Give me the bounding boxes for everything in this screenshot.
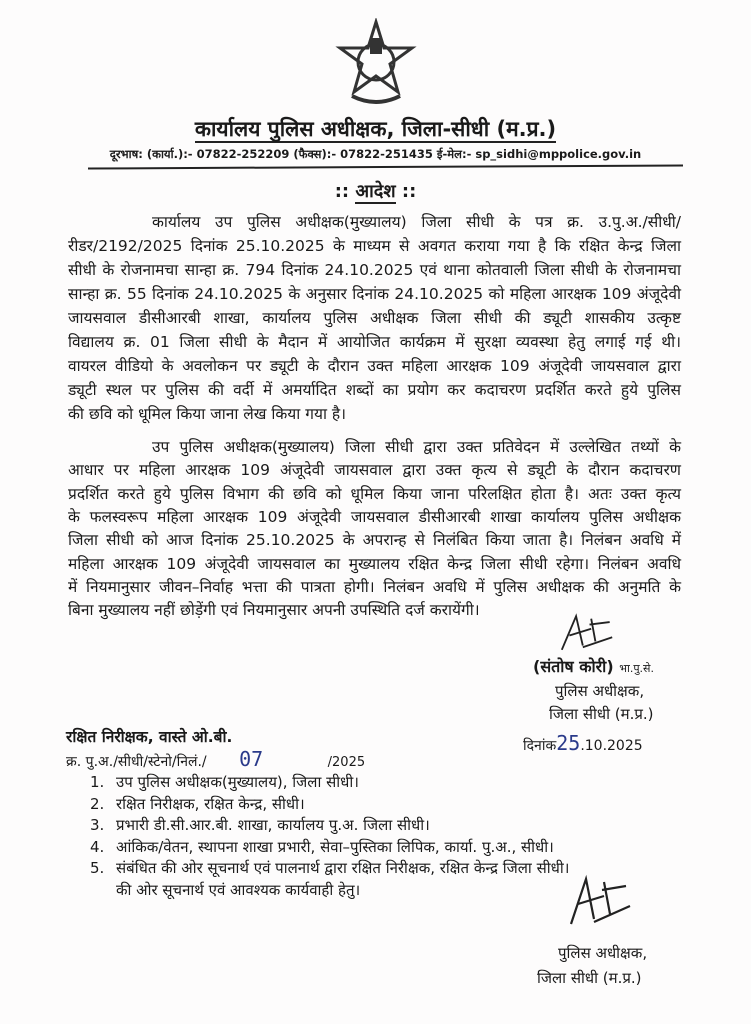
paragraph-line: ड्यूटी स्थल पर पुलिस की वर्दी में अमर्यादित शब्दों का प्रयोग कर कदाचरण प्रदर्शित करते हुये पुलिस (68, 381, 681, 399)
signature-2 (566, 874, 636, 929)
police-emblem-icon (330, 18, 422, 110)
reference-number: क्र. पु.अ./सीधी/स्टेनो/निलं./ 07 /2025 (66, 747, 366, 771)
paragraph-line: की छवि को धूमिल किया जाना लेख किया गया है। (68, 405, 347, 423)
item-text: उप पुलिस अधीक्षक(मुख्यालय), जिला सीधी। (116, 773, 359, 791)
copy-list-item (90, 858, 569, 878)
item-text: रक्षित निरीक्षक, रक्षित केन्द्र, सीधी। (116, 794, 305, 813)
item-text: आंकिक/वेतन, स्थापना शाखा प्रभारी, सेवा–पुस्तिका लिपिक, कार्या. पु.अ., सीधी। (116, 837, 554, 856)
item-number: 2. (90, 794, 105, 813)
paragraph-line: सान्हा क्र. 55 दिनांक 24.10.2025 के अनुसार दिनांक 24.10.2025 को महिला आरक्षक 109 अंजूदेवी (68, 285, 681, 303)
copy-list-item (90, 772, 359, 792)
paragraph-line: जिला सीधी को आज दिनांक 25.10.2025 के अपरान्ह से निलंबित किया जाता है। निलंबन अवधि में (68, 531, 681, 550)
paragraph-line: आधार पर महिला आरक्षक 109 अंजूदेवी जायसवाल द्वारा उक्त कृत्य से ड्यूटी के दौरान कदाचरण (68, 461, 681, 480)
paragraph-line: प्रदर्शित करते हुये पुलिस विभाग की छवि को धूमिल किया जाना परिलक्षित होता है। अतः उक्त कृत्य (68, 484, 681, 503)
paragraph-line: वायरल वीडियो के अवलोकन पर ड्यूटी के दौरान उक्त महिला आरक्षक 109 अंजूदेवी जायसवाल द्वारा (68, 357, 681, 375)
signatory-name: (संतोष कोरी) भा.पु.से. (533, 657, 654, 676)
copy-list-item (90, 794, 305, 814)
paragraph-line: में नियमानुसार जीवन–निर्वाह भत्ता की पात्रता होगी। निलंबन अवधि में पुलिस अधीक्षक की अनुमति के (68, 577, 681, 596)
paragraph-line: कार्यालय उप पुलिस अधीक्षक(मुख्यालय) जिला सीधी के पत्र क्र. उ.पु.अ./सीधी/ (152, 213, 681, 231)
paragraph-line: बिना मुख्यालय नहीं छोड़ेंगी एवं नियमानुसार अपनी उपस्थिति दर्ज करायेंगी। (68, 601, 480, 620)
contact-line: दूरभाष: (कार्या.):- 07822-252209 (फैक्स):- 07822-251435 ई-मेल:- sp_sidhi@mppolice.gov.in (109, 147, 642, 161)
signatory-designation: पुलिस अधीक्षक, (555, 682, 645, 700)
item-text: प्रभारी डी.सी.आर.बी. शाखा, कार्यालय पु.अ. जिला सीधी। (116, 816, 430, 834)
paragraph-line: जायसवाल डीसीआरबी शाखा, कार्यालय पुलिस अधीक्षक जिला सीधी की ड्यूटी शासकीय उत्कृष्ट (68, 309, 681, 327)
item-number: 4. (90, 837, 105, 856)
item-text: संबंधित की ओर सूचनार्थ एवं पालनार्थ द्वारा रक्षित निरीक्षक, रक्षित केन्द्र जिला सीधी। (116, 859, 570, 877)
paragraph-line: सीधी के रोजनामचा सान्हा क्र. 794 दिनांक 24.10.2025 एवं थाना कोतवाली जिला सीधी के रोजनामचा (68, 261, 681, 279)
paragraph-line: उप पुलिस अधीक्षक(मुख्यालय) जिला सीधी द्वारा उक्त प्रतिवेदन में उल्लेखित तथ्यों के (152, 438, 681, 456)
header-divider (88, 164, 683, 169)
item-number: 3. (90, 816, 105, 834)
closing-line: की ओर सूचनार्थ एवं आवश्यक कार्यवाही हेतु। (116, 881, 361, 899)
office-title: कार्यालय पुलिस अधीक्षक, जिला-सीधी (म.प्र.) (194, 117, 557, 141)
copy-list-item (90, 837, 554, 857)
paragraph-line: के फलस्वरूप महिला आरक्षक 109 अंजूदेवी जायसवाल डीसीआरबी शाखा कार्यालय पुलिस अधीक्षक (68, 507, 681, 526)
endorsement-to: रक्षित निरीक्षक, वास्ते ओ.बी. (66, 728, 233, 746)
item-number: 5. (90, 859, 105, 877)
endorsement-date: दिनांक25.10.2025 (523, 731, 643, 755)
endorsement-designation: पुलिस अधीक्षक, (558, 944, 648, 962)
order-heading: :: आदेश :: (334, 181, 417, 202)
copy-list-item (90, 815, 430, 835)
paragraph-line: रीडर/2192/2025 दिनांक 25.10.2025 के माध्यम से अवगत कराया गया है कि रक्षित केन्द्र जिला (68, 237, 681, 255)
item-number: 1. (90, 773, 105, 791)
paragraph-line: महिला आरक्षक 109 अंजूदेवी जायसवाल का मुख्यालय रक्षित केन्द्र जिला सीधी रहेगा। निलंबन अवधि (68, 554, 681, 573)
endorsement-district: जिला सीधी (म.प्र.) (537, 969, 642, 987)
signature-1 (552, 612, 622, 654)
signatory-district: जिला सीधी (म.प्र.) (549, 705, 654, 723)
paragraph-line: विद्यालय क्र. 01 जिला सीधी के मैदान में आयोजित कार्यक्रम में सुरक्षा व्यवस्था हेतु लगाई गई थी। (68, 333, 681, 351)
